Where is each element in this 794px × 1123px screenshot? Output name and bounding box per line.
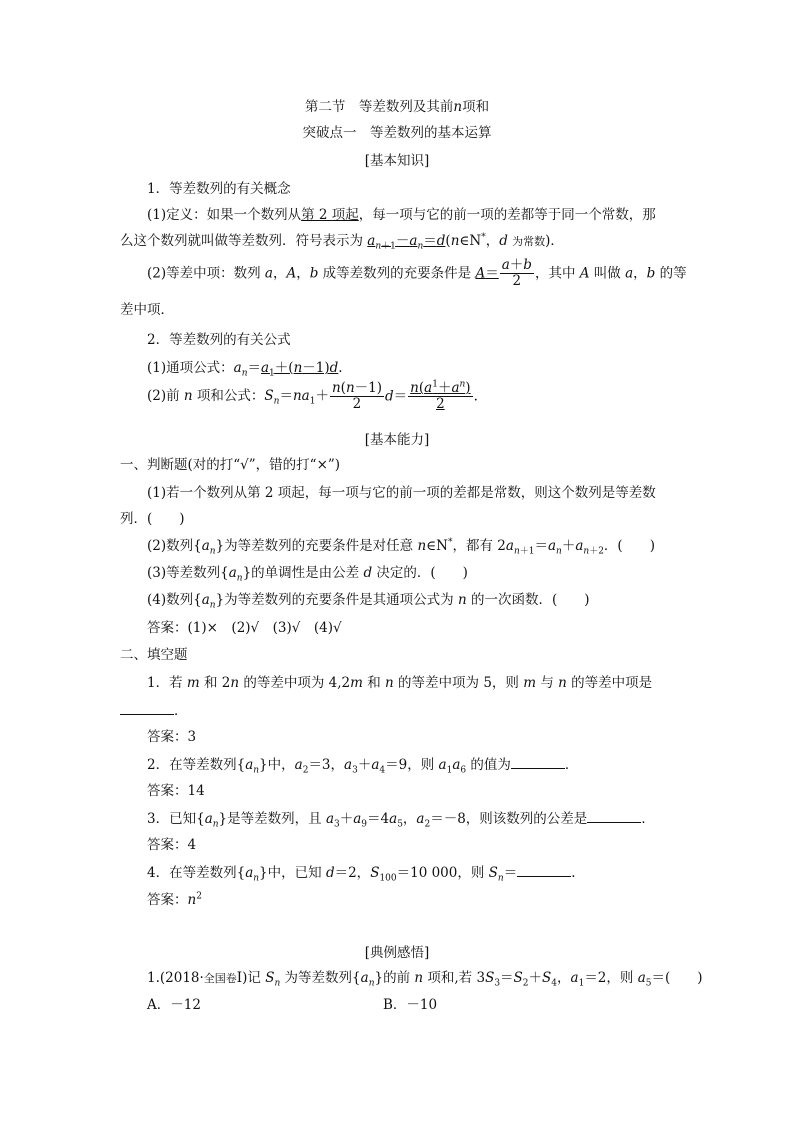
knowledge-heading-1: 1．等差数列的有关概念: [147, 181, 291, 197]
example-option-a: A．－12: [147, 997, 201, 1013]
section-basic-ability: [基本能力]: [364, 432, 430, 448]
fill-answer-1: 答案：3: [147, 729, 197, 745]
judge-answer: 答案：(1)× (2)√ (3)√ (4)√: [147, 620, 342, 636]
fill-answer-2: 答案：14: [147, 783, 205, 799]
judge-question-2: (2)数列$\{a_n\}$为等差数列的充要条件是对任意 n∈N*，都有 $2a_{n+1}=a_n+a_{n+2}$．( ): [147, 537, 655, 557]
knowledge-heading-2: 2．等差数列的有关公式: [147, 332, 291, 348]
general-term-formula: (1)通项公式：$a_n=a_1+(n-1)d$.: [147, 360, 343, 379]
definition-line-2: 么这个数列就叫做等差数列．符号表示为 $a_{n+1}-a_n=d(n\in N^*$，d 为常数)．: [120, 232, 564, 252]
page-subtitle: 突破点一 等差数列的基本运算: [302, 125, 492, 141]
fill-answer-3: 答案：4: [147, 837, 197, 853]
fill-question-1: 1．若 m 和 2n 的等差中项为 4,2m 和 n 的等差中项为 5，则 m 与 n 的等差中项是: [147, 675, 653, 691]
sum-formula: (2)前 n 项和公式：$S_n=na_1+$ $\frac{n(n-1)}{2}$ d＝ $\frac{n(a^1+a^n)}{2}$ .: [147, 379, 478, 412]
definition-line-1: (1)定义：如果一个数列从第 2 项起，每一项与它的前一项的差都等于同一个常数，那: [147, 207, 656, 223]
example-question-1: 1.(2018·全国卷Ⅰ)记 $S_n$ 为等差数列$\{a_n\}$的前 n 项和,若 $3S_3=S_2+S_4$，$a_1=2$，则 $a_5=$( ): [147, 970, 703, 989]
judge-heading: 一、判断题(对的打“√”，错的打“×”): [120, 457, 341, 473]
middle-term-line-2: 差中项．: [120, 302, 174, 318]
example-option-b: B．－10: [383, 997, 438, 1013]
section-examples: [典例感悟]: [364, 945, 430, 961]
fill-heading: 二、填空题: [120, 647, 188, 663]
fill-answer-4: 答案：$n^2$: [147, 891, 202, 908]
middle-term-line-1: (2)等差中项：数列 a，A，b 成等差数列的充要条件是 A＝ $\frac{a+b}{2}$ ，其中 A 叫做 a，b 的等: [147, 257, 687, 289]
fill-question-4: 4．在等差数列$\{a_n\}$中，已知 d＝2，$S_{100}=10$ 000，则 $S_n=$ .: [147, 865, 576, 884]
page-title: 第二节 等差数列及其前n项和: [304, 99, 490, 115]
fill-blank-4[interactable]: [517, 864, 571, 877]
judge-question-4: (4)数列$\{a_n\}$为等差数列的充要条件是其通项公式为 n 的一次函数．( ): [147, 592, 590, 611]
judge-question-1: (1)若一个数列从第 2 项起，每一项与它的前一项的差都是常数，则这个数列是等差数: [147, 485, 656, 501]
judge-question-1-cont: 列．( ): [120, 511, 185, 527]
fill-blank-1[interactable]: ．: [120, 702, 188, 719]
fill-blank-3[interactable]: [587, 810, 641, 823]
judge-question-3: (3)等差数列$\{a_n\}$的单调性是由公差 d 决定的．( ): [147, 565, 468, 584]
fill-blank-2[interactable]: [511, 756, 565, 769]
fill-question-3: 3．已知$\{a_n\}$是等差数列，且 $a_3+a_9=4a_5$，$a_2=-8$，则该数列的公差是 ．: [147, 811, 655, 830]
section-basic-knowledge: [基本知识]: [364, 153, 430, 169]
fill-question-2: 2．在等差数列$\{a_n\}$中，$a_2=3$，$a_3+a_4=9$，则 $a_1a_6$ 的值为 ．: [147, 757, 579, 776]
